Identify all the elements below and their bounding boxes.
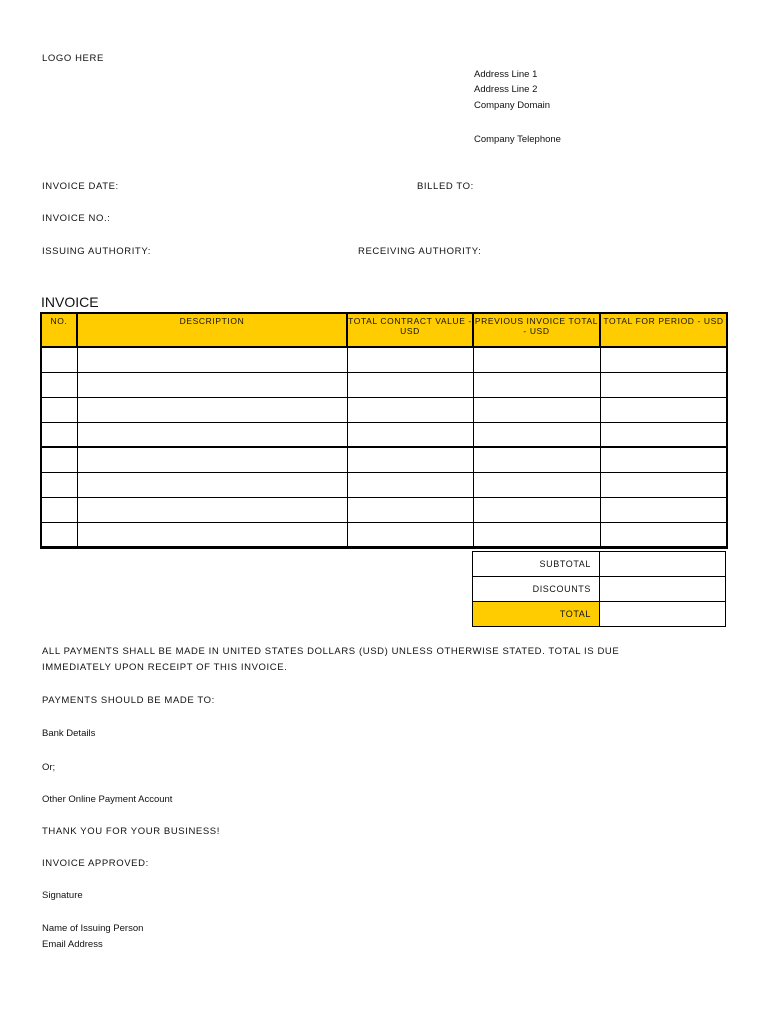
- cell-previous-total[interactable]: [473, 422, 600, 447]
- cell-no[interactable]: [41, 447, 77, 472]
- subtotal-row: [473, 552, 726, 577]
- thank-you-text: THANK YOU FOR YOUR BUSINESS!: [42, 826, 220, 837]
- issuing-authority-label: ISSUING AUTHORITY:: [42, 246, 151, 257]
- cell-description[interactable]: [77, 522, 347, 547]
- payment-terms-line-2: IMMEDIATELY UPON RECEIPT OF THIS INVOICE.: [42, 662, 288, 673]
- cell-no[interactable]: [41, 347, 77, 372]
- cell-period-total[interactable]: [600, 522, 727, 547]
- cell-period-total[interactable]: [600, 472, 727, 497]
- invoice-title: INVOICE: [41, 294, 99, 310]
- cell-no[interactable]: [41, 397, 77, 422]
- cell-period-total[interactable]: [600, 422, 727, 447]
- table-row: [41, 397, 727, 422]
- header-previous-invoice-total: PREVIOUS INVOICE TOTAL - USD: [473, 313, 600, 347]
- cell-previous-total[interactable]: [473, 522, 600, 547]
- cell-period-total[interactable]: [600, 397, 727, 422]
- table-row: [41, 472, 727, 497]
- bank-details: Bank Details: [42, 728, 96, 739]
- cell-contract-value[interactable]: [347, 497, 473, 522]
- total-value[interactable]: [600, 602, 726, 627]
- cell-previous-total[interactable]: [473, 472, 600, 497]
- cell-previous-total[interactable]: [473, 372, 600, 397]
- cell-description[interactable]: [77, 347, 347, 372]
- cell-description[interactable]: [77, 472, 347, 497]
- cell-description[interactable]: [77, 422, 347, 447]
- subtotal-value[interactable]: [600, 552, 726, 577]
- cell-no[interactable]: [41, 472, 77, 497]
- cell-period-total[interactable]: [600, 447, 727, 472]
- billed-to-label: BILLED TO:: [417, 181, 474, 192]
- totals-table: [472, 551, 726, 627]
- table-header-row: [41, 313, 727, 347]
- invoice-approved-label: INVOICE APPROVED:: [42, 858, 149, 869]
- table-row: [41, 447, 727, 472]
- cell-contract-value[interactable]: [347, 347, 473, 372]
- or-text: Or;: [42, 762, 56, 773]
- cell-contract-value[interactable]: [347, 397, 473, 422]
- total-row: [473, 602, 726, 627]
- cell-description[interactable]: [77, 372, 347, 397]
- cell-contract-value[interactable]: [347, 522, 473, 547]
- payments-to-label: PAYMENTS SHOULD BE MADE TO:: [42, 695, 215, 706]
- issuer-email: Email Address: [42, 939, 103, 950]
- address-line-1: Address Line 1: [474, 69, 538, 80]
- invoice-no-label: INVOICE NO.:: [42, 213, 111, 224]
- table-row: [41, 372, 727, 397]
- signature-text: Signature: [42, 890, 83, 901]
- table-row: [41, 497, 727, 522]
- invoice-date-label: INVOICE DATE:: [42, 181, 119, 192]
- subtotal-label: SUBTOTAL: [473, 552, 600, 577]
- receiving-authority-label: RECEIVING AUTHORITY:: [358, 246, 482, 257]
- discounts-row: [473, 577, 726, 602]
- logo-placeholder: LOGO HERE: [42, 53, 104, 64]
- cell-description[interactable]: [77, 397, 347, 422]
- total-label: TOTAL: [473, 602, 600, 627]
- company-domain: Company Domain: [474, 100, 551, 111]
- invoice-items-table: [40, 312, 728, 549]
- cell-previous-total[interactable]: [473, 347, 600, 372]
- cell-period-total[interactable]: [600, 372, 727, 397]
- cell-no[interactable]: [41, 522, 77, 547]
- cell-previous-total[interactable]: [473, 447, 600, 472]
- cell-description[interactable]: [77, 497, 347, 522]
- cell-contract-value[interactable]: [347, 472, 473, 497]
- cell-period-total[interactable]: [600, 347, 727, 372]
- cell-contract-value[interactable]: [347, 372, 473, 397]
- cell-no[interactable]: [41, 372, 77, 397]
- header-total-contract-value: TOTAL CONTRACT VALUE - USD: [347, 313, 473, 347]
- online-payment-account: Other Online Payment Account: [42, 794, 173, 805]
- table-row: [41, 522, 727, 547]
- cell-previous-total[interactable]: [473, 497, 600, 522]
- cell-description[interactable]: [77, 447, 347, 472]
- table-row: [41, 422, 727, 447]
- issuer-name: Name of Issuing Person: [42, 923, 144, 934]
- cell-no[interactable]: [41, 422, 77, 447]
- cell-period-total[interactable]: [600, 497, 727, 522]
- cell-contract-value[interactable]: [347, 422, 473, 447]
- table-row: [41, 347, 727, 372]
- header-description: DESCRIPTION: [77, 313, 347, 347]
- payment-terms-line-1: ALL PAYMENTS SHALL BE MADE IN UNITED STATES DOLLARS (USD) UNLESS OTHERWISE STATED. TOTAL IS DUE: [42, 646, 620, 657]
- cell-contract-value[interactable]: [347, 447, 473, 472]
- header-total-for-period: TOTAL FOR PERIOD - USD: [600, 313, 727, 347]
- discounts-label: DISCOUNTS: [473, 577, 600, 602]
- cell-no[interactable]: [41, 497, 77, 522]
- company-telephone: Company Telephone: [474, 134, 561, 145]
- discounts-value[interactable]: [600, 577, 726, 602]
- address-line-2: Address Line 2: [474, 84, 538, 95]
- header-no: NO.: [41, 313, 77, 347]
- cell-previous-total[interactable]: [473, 397, 600, 422]
